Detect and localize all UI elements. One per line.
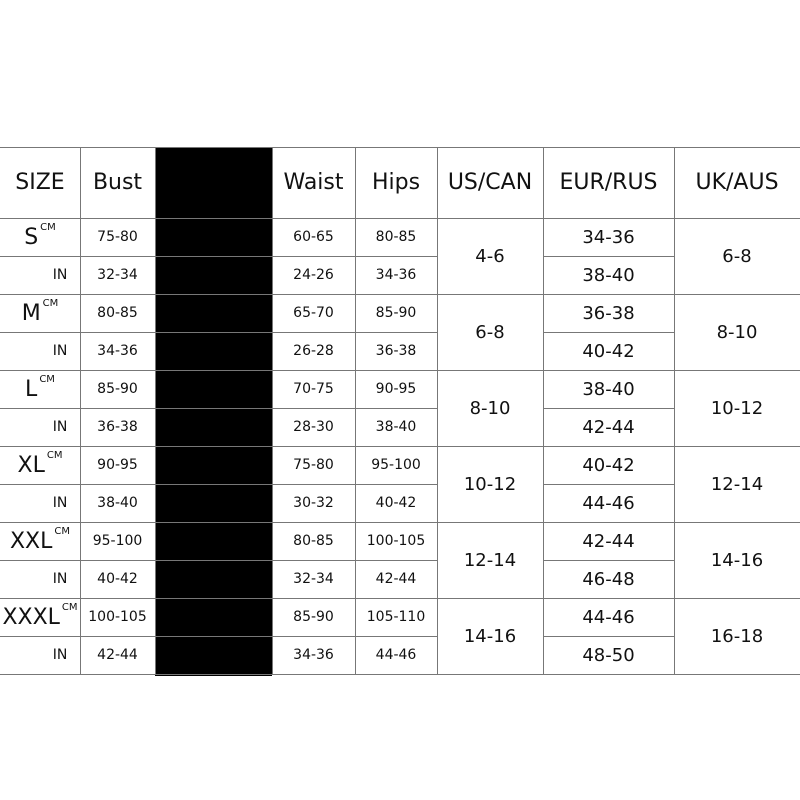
us-can-size: 8-10 bbox=[469, 397, 511, 419]
uk-aus-size: 8-10 bbox=[716, 321, 758, 343]
bust-cm: 100-105 bbox=[88, 609, 147, 625]
size-name: XXXL bbox=[2, 604, 60, 630]
eur-rus-size: 42-44 bbox=[582, 530, 635, 552]
header-uk: UK/AUS bbox=[695, 170, 779, 195]
size-label-s bbox=[0, 218, 80, 256]
header-waist: Waist bbox=[283, 170, 344, 195]
us-can-size: 10-12 bbox=[463, 473, 517, 495]
table-gridline bbox=[543, 484, 674, 485]
eur-rus-size: 42-44 bbox=[582, 416, 635, 438]
table-gridline bbox=[543, 636, 674, 637]
bust-in: 40-42 bbox=[97, 571, 138, 587]
size-label-xxl bbox=[0, 522, 80, 560]
eur-rus-size: 38-40 bbox=[582, 378, 635, 400]
header-us: US/CAN bbox=[447, 170, 533, 195]
unit-in-label: IN bbox=[52, 419, 68, 435]
table-gridline bbox=[543, 560, 674, 561]
redacted-column bbox=[155, 147, 272, 676]
size-name: M bbox=[21, 300, 41, 326]
waist-cm: 60-65 bbox=[293, 229, 334, 245]
unit-in-label: IN bbox=[52, 343, 68, 359]
table-gridline bbox=[0, 147, 800, 148]
bust-cm: 85-90 bbox=[97, 381, 138, 397]
eur-rus-size: 44-46 bbox=[582, 492, 635, 514]
hips-in: 40-42 bbox=[375, 495, 417, 511]
hips-in: 42-44 bbox=[375, 571, 417, 587]
header-bust: Bust bbox=[92, 170, 143, 195]
unit-in-label: IN bbox=[52, 647, 68, 663]
table-gridline bbox=[0, 484, 437, 485]
hips-cm: 85-90 bbox=[375, 305, 417, 321]
eur-rus-size: 44-46 bbox=[582, 606, 635, 628]
uk-aus-size: 14-16 bbox=[710, 549, 764, 571]
us-can-size: 12-14 bbox=[463, 549, 517, 571]
header-hips: Hips bbox=[371, 170, 421, 195]
unit-in-label: IN bbox=[52, 571, 68, 587]
size-name: XL bbox=[17, 452, 45, 478]
size-name: S bbox=[24, 224, 39, 250]
table-gridline bbox=[0, 408, 437, 409]
unit-cm-label: CM bbox=[42, 298, 59, 309]
uk-aus-size: 16-18 bbox=[710, 625, 764, 647]
unit-cm-label: CM bbox=[61, 602, 78, 613]
hips-cm: 100-105 bbox=[366, 533, 426, 549]
waist-cm: 65-70 bbox=[293, 305, 334, 321]
table-gridline bbox=[0, 560, 437, 561]
eur-rus-size: 40-42 bbox=[582, 454, 635, 476]
size-name: XXL bbox=[9, 528, 53, 554]
hips-in: 36-38 bbox=[375, 343, 417, 359]
hips-cm: 90-95 bbox=[375, 381, 417, 397]
table-gridline bbox=[0, 674, 800, 675]
bust-in: 38-40 bbox=[97, 495, 138, 511]
eur-rus-size: 46-48 bbox=[582, 568, 635, 590]
waist-cm: 70-75 bbox=[293, 381, 334, 397]
bust-cm: 75-80 bbox=[97, 229, 138, 245]
table-gridline bbox=[0, 332, 437, 333]
eur-rus-size: 34-36 bbox=[582, 226, 635, 248]
bust-cm: 95-100 bbox=[92, 533, 143, 549]
waist-in: 32-34 bbox=[293, 571, 334, 587]
header-eur: EUR/RUS bbox=[559, 170, 658, 195]
bust-in: 32-34 bbox=[97, 267, 138, 283]
uk-aus-size: 12-14 bbox=[710, 473, 764, 495]
us-can-size: 4-6 bbox=[475, 245, 505, 267]
uk-aus-size: 10-12 bbox=[710, 397, 764, 419]
bust-cm: 90-95 bbox=[97, 457, 138, 473]
size-label-xxxl bbox=[0, 598, 80, 636]
waist-in: 28-30 bbox=[293, 419, 334, 435]
unit-in-label: IN bbox=[52, 495, 68, 511]
unit-in-label: IN bbox=[52, 267, 68, 283]
waist-cm: 80-85 bbox=[293, 533, 334, 549]
hips-in: 38-40 bbox=[375, 419, 417, 435]
hips-in: 34-36 bbox=[375, 267, 417, 283]
unit-cm-label: CM bbox=[39, 374, 55, 385]
header-size: SIZE bbox=[15, 170, 65, 195]
table-gridline bbox=[155, 147, 156, 674]
unit-cm-label: CM bbox=[54, 526, 71, 537]
size-label-m bbox=[0, 294, 80, 332]
table-gridline bbox=[543, 408, 674, 409]
waist-in: 26-28 bbox=[293, 343, 334, 359]
eur-rus-size: 38-40 bbox=[582, 264, 635, 286]
us-can-size: 14-16 bbox=[463, 625, 517, 647]
waist-in: 30-32 bbox=[293, 495, 334, 511]
table-gridline bbox=[543, 332, 674, 333]
bust-in: 42-44 bbox=[97, 647, 138, 663]
uk-aus-size: 6-8 bbox=[722, 245, 752, 267]
eur-rus-size: 40-42 bbox=[582, 340, 635, 362]
waist-in: 34-36 bbox=[293, 647, 334, 663]
us-can-size: 6-8 bbox=[475, 321, 505, 343]
bust-in: 36-38 bbox=[97, 419, 138, 435]
waist-cm: 75-80 bbox=[293, 457, 334, 473]
waist-cm: 85-90 bbox=[293, 609, 334, 625]
table-gridline bbox=[0, 256, 437, 257]
hips-cm: 80-85 bbox=[375, 229, 417, 245]
size-label-l bbox=[0, 370, 80, 408]
size-label-xl bbox=[0, 446, 80, 484]
unit-cm-label: CM bbox=[40, 222, 56, 233]
hips-cm: 95-100 bbox=[371, 457, 421, 473]
table-gridline bbox=[543, 256, 674, 257]
waist-in: 24-26 bbox=[293, 267, 334, 283]
hips-in: 44-46 bbox=[375, 647, 417, 663]
eur-rus-size: 48-50 bbox=[582, 644, 635, 666]
eur-rus-size: 36-38 bbox=[582, 302, 635, 324]
size-name: L bbox=[25, 376, 38, 402]
hips-cm: 105-110 bbox=[366, 609, 426, 625]
table-gridline bbox=[0, 636, 437, 637]
bust-in: 34-36 bbox=[97, 343, 138, 359]
bust-cm: 80-85 bbox=[97, 305, 138, 321]
unit-cm-label: CM bbox=[46, 450, 63, 461]
